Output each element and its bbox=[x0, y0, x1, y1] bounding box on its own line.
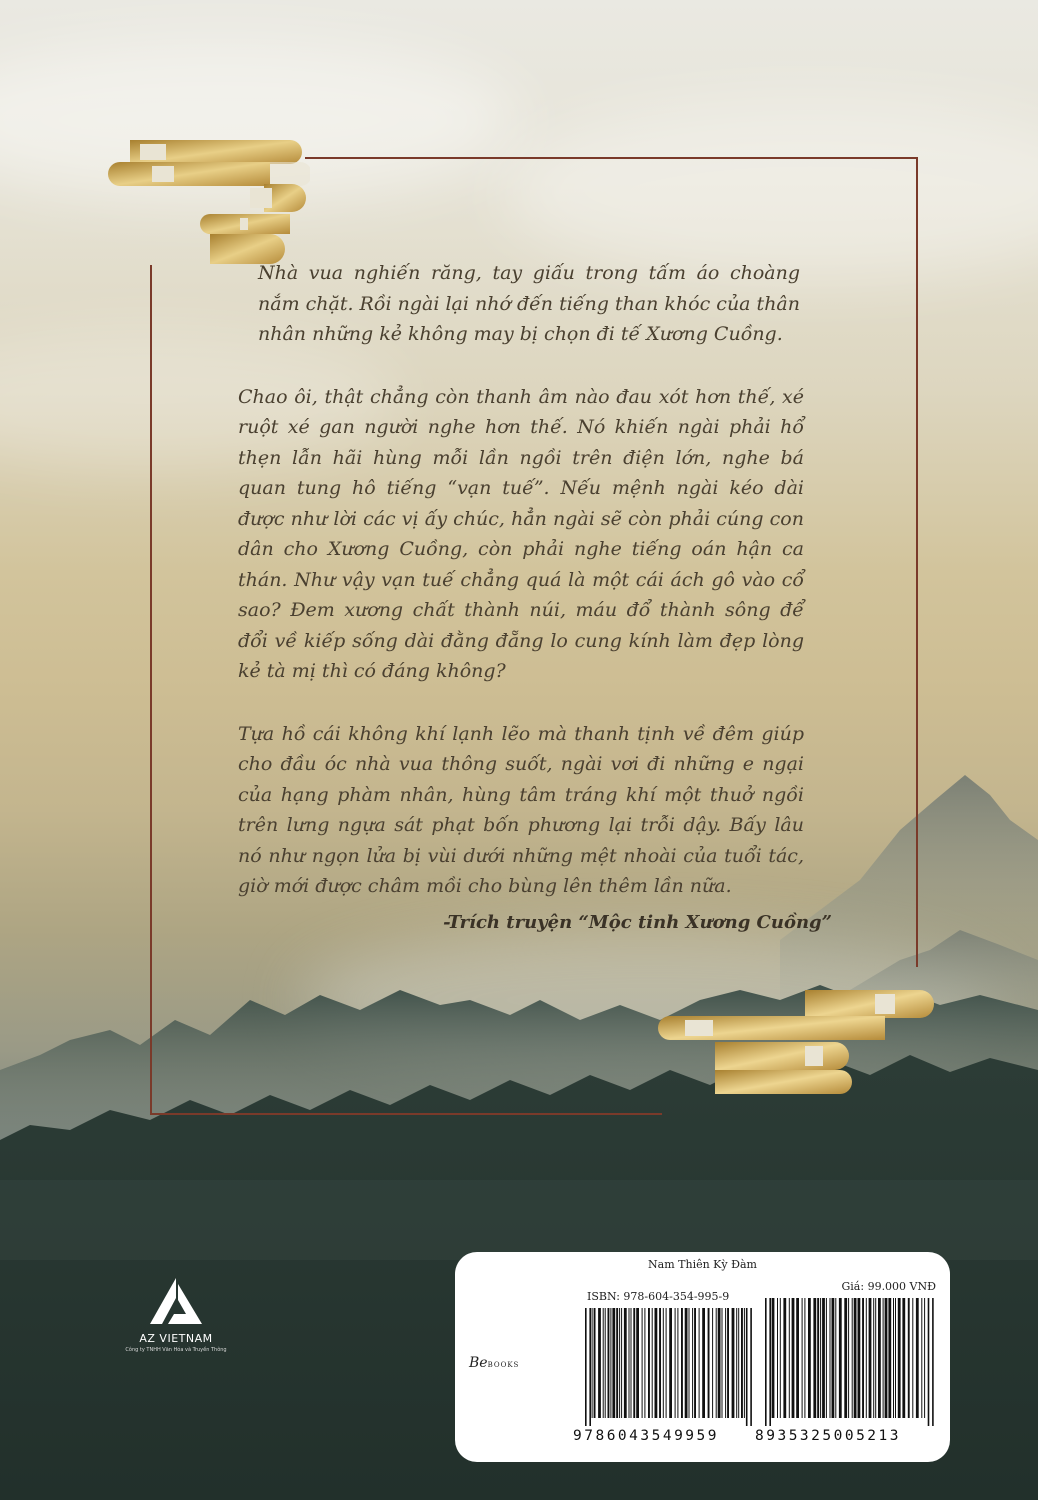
publisher-suffix: BOOKS bbox=[487, 1361, 520, 1369]
price-text: Giá: 99.000 VNĐ bbox=[841, 1280, 936, 1293]
publisher-name: Be bbox=[469, 1355, 488, 1371]
excerpt-paragraph: Nhà vua nghiến răng, tay giấu trong tấm áo choàng nắm chặt. Rồi ngài lại nhớ đến tiếng than khóc của thân nhân những kẻ không may bị chọn đi tế Xương Cuồng. bbox=[258, 262, 800, 345]
book-title: Nam Thiên Kỳ Đàm bbox=[648, 1258, 757, 1271]
az-vietnam-logo bbox=[116, 1278, 236, 1353]
frame-top-line bbox=[305, 157, 917, 159]
frame-left-line bbox=[150, 265, 152, 1115]
frame-bottom-line bbox=[150, 1113, 662, 1115]
excerpt-paragraph: Chao ôi, thật chẳng còn thanh âm nào đau xót hơn thế, xé ruột xé gan người nghe hơn thế. Nó khiến ngài phải hổ thẹn lẫn hãi hùng mỗi lần ngồi trên điện lớn, nghe bá quan tung hô tiếng “vạn tuế”. Nếu mệnh ngài kéo dài được như lời các vị ấy chúc, hẳn ngài sẽ còn phải cúng con dân cho Xương Cuồng, còn phải nghe tiếng oán hận ca thán. Như vậy vạn tuế chẳng quá là một cái ách gô vào cổ sao? Đem xương chất thành núi, máu đổ thành sông để đổi về kiếp sống dài đằng đẵng lo cung kính làm đẹp lòng kẻ tà mị thì có đáng không? bbox=[238, 385, 804, 682]
excerpt-text-block bbox=[238, 258, 804, 934]
az-logo-icon bbox=[150, 1278, 202, 1324]
isbn-barcode-digits: 9786043549959 bbox=[573, 1428, 719, 1444]
logo-name: AZ VIETNAM bbox=[139, 1332, 213, 1345]
cloud-scroll-ornament-bottom bbox=[655, 980, 945, 1105]
product-barcode-digits: 8935325005213 bbox=[755, 1428, 901, 1444]
isbn-text: ISBN: 978-604-354-995-9 bbox=[587, 1290, 730, 1303]
frame-right-line bbox=[916, 157, 918, 967]
product-barcode bbox=[763, 1298, 935, 1426]
excerpt-attribution: -Trích truyện “Mộc tinh Xương Cuồng” bbox=[443, 912, 832, 933]
isbn-barcode bbox=[583, 1308, 753, 1426]
price-barcode-label bbox=[455, 1252, 950, 1462]
logo-subtitle: Công ty TNHH Văn Hóa và Truyền Thông bbox=[125, 1347, 227, 1353]
cloud-scroll-ornament-top bbox=[100, 130, 310, 275]
publisher-logo bbox=[469, 1355, 519, 1371]
excerpt-paragraph: Tựa hồ cái không khí lạnh lẽo mà thanh tịnh về đêm giúp cho đầu óc nhà vua thông suốt, ngài vơi đi những e ngại của hạng phàm nhân, hùng tâm tráng khí một thuở ngồi trên lưng ngựa sát phạt bốn phương lại trỗi dậy. Bấy lâu nó như ngọn lửa bị vùi dưới những mệt nhoài của tuổi tác, giờ mới được châm mồi cho bùng lên thêm lần nữa. bbox=[238, 722, 804, 897]
